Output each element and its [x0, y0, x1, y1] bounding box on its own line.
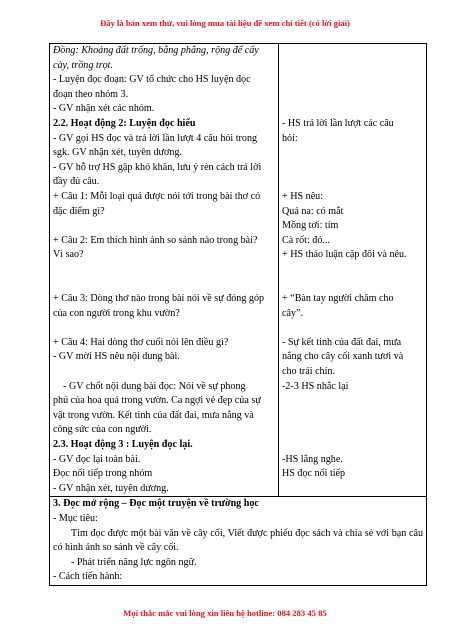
extended-reading-cell: [50, 497, 427, 586]
blank-line: [282, 263, 423, 278]
table-row: [50, 497, 427, 586]
text-line: vật trong vườn. Kết tinh của đất đai, mưa nắng và: [53, 409, 254, 421]
text-line: - Phát triển năng lực ngôn ngữ.: [71, 556, 197, 568]
text-line: + HS thảo luận cặp đôi và nêu.: [282, 249, 407, 261]
text-line: Cà rốt: đỏ...: [282, 234, 330, 246]
lesson-table: [49, 43, 427, 586]
table-row: [50, 44, 427, 497]
preview-notice: Đây là bản xem thử, vui lòng mua tài liệu để xem chi tiết (có lời giải): [100, 18, 350, 28]
text-line: - Sự kết tinh của đất đai, mưa: [282, 336, 402, 348]
student-activities-cell: [279, 44, 427, 497]
question-2-cont: Vì sao?: [53, 249, 84, 261]
text-line: Quả na: có mắt: [282, 205, 344, 217]
question-1-cont: đặc điểm gì?: [53, 205, 105, 217]
text-line: - GV nhận xét, tuyên dương.: [53, 482, 169, 494]
text-line: cây”.: [282, 307, 304, 319]
text-line: -2-3 HS nhắc lại: [282, 380, 349, 392]
objective-paragraph: Tìm đọc được một bài văn về cây cối, Viết được phiếu đọc sách và chia sẻ với bạn câu có hình ảnh so sánh về cây cối.: [53, 527, 423, 554]
text-line: -HS lắng nghe.: [282, 453, 343, 465]
blank-line: [282, 102, 423, 117]
text-line: + HS nêu:: [282, 190, 324, 202]
text-line: - Luyện đọc đoạn: GV tổ chức cho HS luyện đọc: [53, 74, 251, 86]
blank-line: [282, 321, 423, 336]
text-line: + “Bàn tay người chăm cho: [282, 293, 394, 305]
text-line: HS đọc nối tiếp: [282, 468, 346, 480]
question-3-cont: của con người trong khu vườn?: [53, 307, 180, 319]
blank-line: [282, 409, 423, 424]
blank-line: [282, 44, 423, 59]
hotline-notice: Mọi thắc mắc vui lòng xin liên hệ hotline: 084 283 45 85: [123, 608, 327, 618]
question-3: + Câu 3: Dòng thơ nào trong bài nói về sự đóng góp: [53, 293, 265, 305]
blank-line: [53, 365, 275, 380]
blank-line: [53, 321, 275, 336]
text-line: - Cách tiến hành:: [53, 571, 123, 583]
text-line: - GV hỗ trợ HS gặp khó khăn, lưu ý rèn cách trả lời: [53, 161, 262, 173]
text-line: - GV đọc lại toàn bài.: [53, 453, 141, 465]
blank-line: [282, 423, 423, 438]
blank-line: [282, 278, 423, 293]
text-line: - GV mời HS nêu nội dung bài.: [53, 351, 180, 363]
text-line: Mồng tơi: tím: [282, 220, 339, 232]
text-line: phú của hoa quả trong vườn. Ca ngợi vẻ đẹp của sự: [53, 395, 261, 407]
blank-line: [282, 59, 423, 74]
blank-line: [282, 88, 423, 103]
text-line: nắng cho cây cối xanh tươi và: [282, 351, 404, 363]
blank-line: [282, 161, 423, 176]
question-2: + Câu 2: Em thích hình ảnh so sánh nào trong bài?: [53, 234, 258, 246]
text-line: đầy đủ câu.: [53, 176, 100, 188]
blank-line: [282, 73, 423, 88]
blank-line: [282, 482, 423, 497]
blank-line: [53, 219, 275, 234]
blank-line: [282, 175, 423, 190]
blank-line: [53, 263, 275, 278]
section-heading: 2.2. Hoạt động 2: Luyện đọc hiểu: [53, 117, 196, 129]
text-line: cho trái chín.: [282, 366, 335, 378]
text-line: - Mục tiêu:: [53, 513, 98, 524]
teacher-activities-cell: [50, 44, 279, 497]
question-1: + Câu 1: Mỗi loại quả được nói tới trong bài thơ có: [53, 190, 261, 202]
text-line: Đọc nối tiếp trong nhóm: [53, 468, 153, 480]
text-line: sgk. GV nhận xét, tuyên dương.: [53, 147, 182, 159]
section-heading: 2.3. Hoạt động 3 : Luyện đọc lại.: [53, 439, 193, 451]
blank-line: [282, 146, 423, 161]
text-line: công sức của con người.: [53, 424, 152, 436]
text-line: - HS trả lời lần lượt các câu: [282, 117, 394, 129]
text-line: - GV chốt nội dung bài đọc: Nói về sự phong: [53, 380, 246, 392]
blank-line: [282, 438, 423, 453]
text-line: đoạn theo nhóm 3.: [53, 88, 129, 100]
section-heading: 3. Đọc mở rộng – Đọc một truyện về trường học: [53, 498, 259, 510]
blank-line: [53, 278, 275, 293]
text-line: hỏi:: [282, 132, 298, 144]
question-4: + Câu 4: Hai dòng thơ cuối nói lên điều gì?: [53, 336, 229, 348]
vocab-definition-cont: cày, trồng trọt.: [53, 59, 114, 71]
blank-line: [282, 394, 423, 409]
vocab-definition: Đồng: Khoảng đất trống, bằng phẳng, rộng để cấy: [53, 45, 259, 56]
text-line: - GV nhận xét các nhóm.: [53, 103, 155, 115]
text-line: - GV gọi HS đọc và trả lời lần lượt 4 câu hỏi trong: [53, 132, 258, 144]
